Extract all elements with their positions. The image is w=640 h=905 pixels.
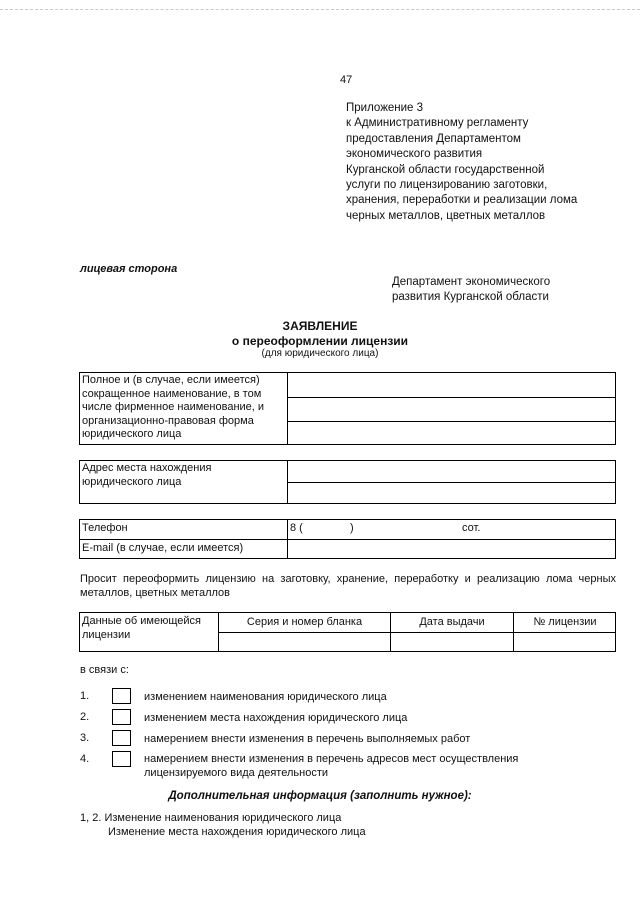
addressee-line: Департамент экономического bbox=[392, 276, 551, 288]
name-input-2[interactable] bbox=[289, 398, 614, 420]
name-input-3[interactable] bbox=[289, 422, 614, 444]
reason-number: 4. bbox=[80, 753, 90, 765]
reason-text: изменением места нахождения юридического лица bbox=[144, 712, 408, 724]
license-row-label: Данные об имеющейся лицензии bbox=[82, 615, 201, 641]
document-subtitle: о переоформлении лицензии bbox=[231, 334, 409, 348]
phone-paren: ) bbox=[350, 522, 354, 534]
document-title: ЗАЯВЛЕНИЕ bbox=[282, 319, 358, 333]
in-connection-label: в связи с: bbox=[80, 664, 129, 676]
email-label: E-mail (в случае, если имеется) bbox=[82, 542, 244, 554]
reason-number: 3. bbox=[80, 732, 90, 744]
issue-date-input[interactable] bbox=[391, 633, 513, 651]
reason-text: изменением наименования юридического лица bbox=[144, 691, 387, 703]
appendix-line: экономического развития bbox=[346, 148, 483, 161]
additional-info-heading: Дополнительная информация (заполнить нужное): bbox=[168, 790, 472, 802]
front-side-label: лицевая сторона bbox=[80, 263, 178, 275]
appendix-line: Курганской области государственной bbox=[346, 163, 545, 176]
name-label: Полное и (в случае, если имеется) сокращенное наименование, в том числе фирменное наименование, и организационно-правовая форма юридического лица bbox=[82, 374, 265, 440]
address-input-1[interactable] bbox=[289, 461, 614, 481]
appendix-line: черных металлов, цветных металлов bbox=[346, 209, 546, 222]
license-number-input[interactable] bbox=[514, 633, 616, 651]
reason-text: намерением внести изменения в перечень выполняемых работ bbox=[144, 733, 471, 745]
col-series-number: Серия и номер бланка bbox=[246, 616, 363, 628]
addressee-line: развития Курганской области bbox=[392, 291, 549, 303]
col-issue-date: Дата выдачи bbox=[419, 616, 485, 628]
appendix-line: Приложение 3 bbox=[346, 102, 424, 114]
appendix-line: предоставления Департаментом bbox=[346, 132, 521, 145]
name-input-1[interactable] bbox=[289, 373, 614, 396]
reason-number: 2. bbox=[80, 711, 90, 723]
phone-label: Телефон bbox=[82, 522, 128, 534]
series-number-input[interactable] bbox=[219, 633, 390, 651]
address-label: Адрес места нахождения юридического лица bbox=[82, 462, 212, 488]
email-input[interactable] bbox=[289, 540, 614, 558]
col-license-number: № лицензии bbox=[533, 616, 597, 628]
change-line-1: 1, 2. Изменение наименования юридического лица bbox=[80, 812, 342, 824]
mobile-label: сот. bbox=[462, 522, 481, 534]
appendix-line: к Административному регламенту bbox=[346, 117, 529, 130]
scan-top-edge bbox=[0, 9, 640, 10]
phone-prefix: 8 ( bbox=[290, 522, 303, 534]
appendix-line: хранения, переработки и реализации лома bbox=[346, 194, 578, 207]
address-input-2[interactable] bbox=[289, 483, 614, 503]
document-note: (для юридического лица) bbox=[261, 348, 379, 359]
appendix-line: услуги по лицензированию заготовки, bbox=[346, 179, 548, 192]
addressee bbox=[392, 275, 550, 305]
reason-number: 1. bbox=[80, 690, 90, 702]
reason-checkbox-4[interactable] bbox=[112, 751, 131, 767]
reason-checkbox-1[interactable] bbox=[112, 688, 131, 704]
reason-checkbox-3[interactable] bbox=[112, 730, 131, 746]
page-number: 47 bbox=[340, 74, 353, 86]
request-paragraph: Просит переоформить лицензию на заготовку, хранение, переработку и реализацию лома черных металлов, цветных металлов bbox=[80, 573, 616, 599]
change-line-2: Изменение места нахождения юридического лица bbox=[108, 826, 366, 838]
reason-text: намерением внести изменения в перечень адресов мест осуществления лицензируемого вида деятельности bbox=[144, 753, 519, 779]
table-divider bbox=[287, 372, 288, 445]
appendix-block bbox=[346, 101, 616, 224]
reason-checkbox-2[interactable] bbox=[112, 709, 131, 725]
